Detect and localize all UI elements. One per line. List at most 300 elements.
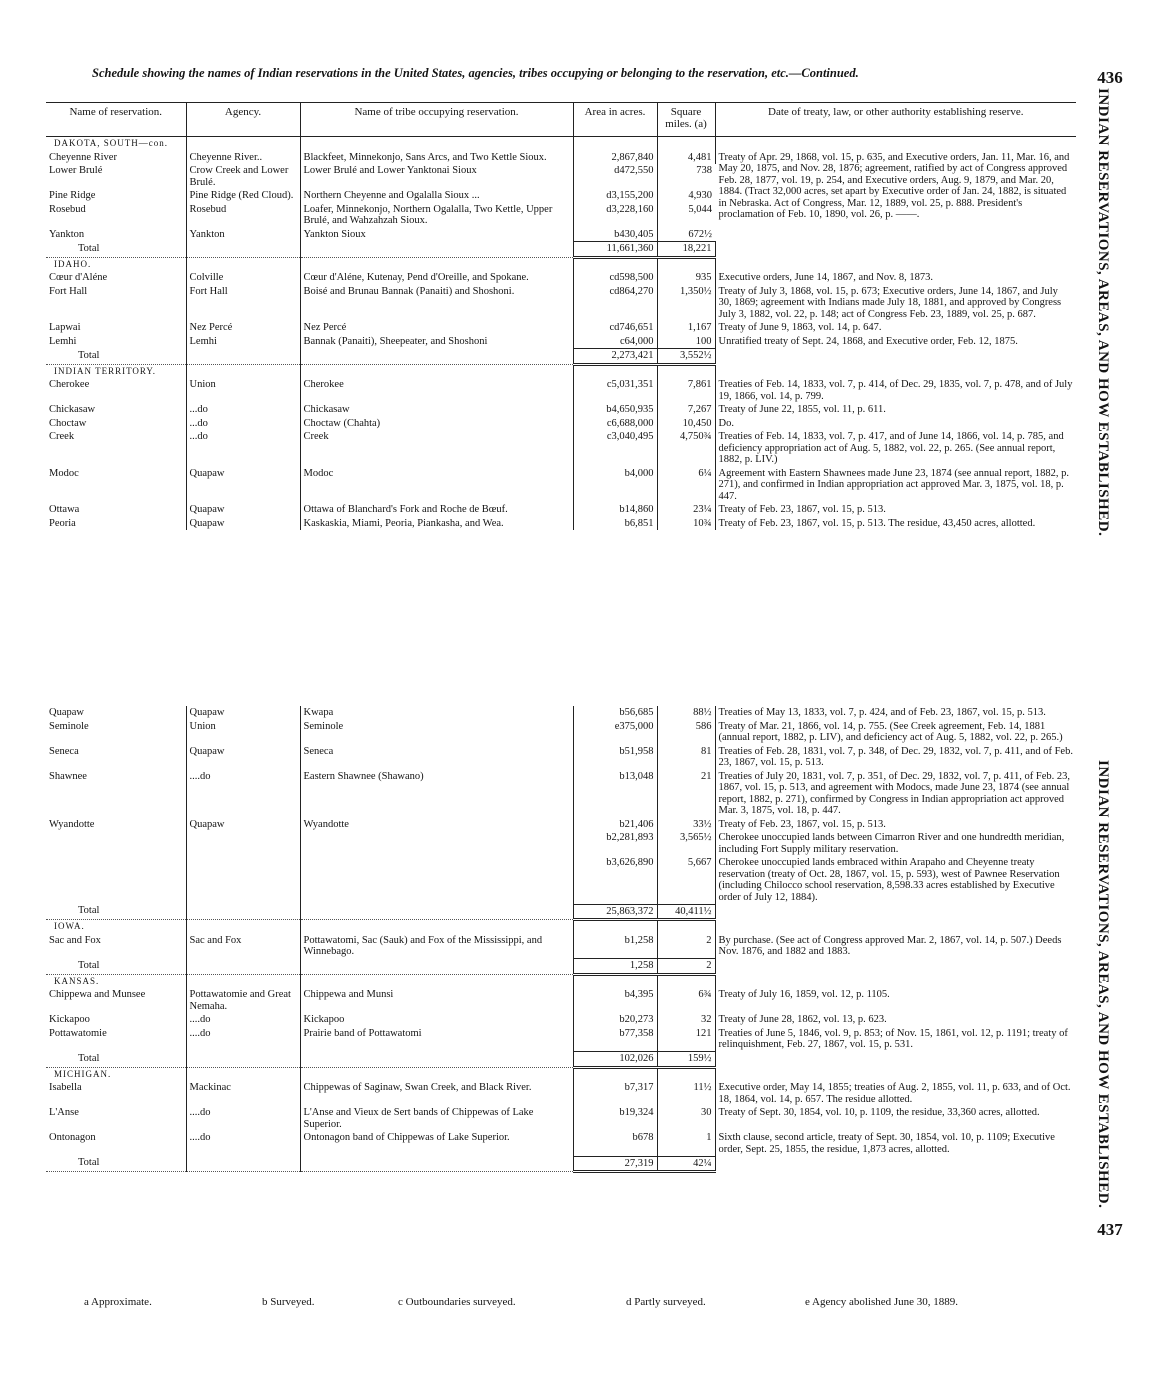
agency-name: Cheyenne River.. <box>186 151 300 165</box>
area-acres: b678 <box>573 1131 657 1156</box>
square-miles: 4,930 <box>688 190 712 201</box>
tribe-name: Creek <box>300 430 573 467</box>
reservation-name: Seneca <box>46 745 186 770</box>
table-row <box>46 1013 1076 1027</box>
table-row <box>46 467 1076 504</box>
square-miles: 81 <box>657 745 715 770</box>
table-row <box>46 770 1076 818</box>
reservation-name: Isabella <box>46 1081 186 1106</box>
agency-name: Pottawatomie and Great Nemaha. <box>186 988 300 1013</box>
agency-name: ....do <box>186 1013 300 1027</box>
page-number-right: 437 <box>1097 1220 1123 1240</box>
agency-name: Quapaw <box>186 745 300 770</box>
square-miles: 23¼ <box>657 503 715 517</box>
reservation-name: Lemhi <box>46 335 186 349</box>
reservation-name: Seminole <box>46 720 186 745</box>
table-row <box>46 271 1076 285</box>
agency-name: Colville <box>186 271 300 285</box>
reservation-name: Ontonagon <box>46 1131 186 1156</box>
section-heading-row <box>46 974 1076 988</box>
table-row <box>46 831 1076 856</box>
agency-name: ...do <box>186 417 300 431</box>
square-miles: 11½ <box>657 1081 715 1106</box>
total-square-miles: 18,221 <box>657 242 715 258</box>
square-miles: 88½ <box>657 706 715 720</box>
square-miles: 4,481 <box>657 151 715 165</box>
authority-text: Do. <box>718 417 734 429</box>
square-miles: 10,450 <box>657 417 715 431</box>
total-square-miles: 2 <box>657 959 715 975</box>
total-acres: 102,026 <box>573 1052 657 1068</box>
agency-name: ...do <box>186 430 300 467</box>
authority-text: Treaty of Feb. 23, 1867, vol. 15, p. 513. <box>718 504 886 515</box>
authority-text: Treaty of June 28, 1862, vol. 13, p. 623. <box>718 1014 887 1025</box>
column-header: Area in acres. <box>573 103 657 137</box>
reservation-name <box>46 856 186 904</box>
total-square-miles: 42¼ <box>657 1156 715 1172</box>
area-acres: cd864,270 <box>573 285 657 322</box>
table-row <box>46 417 1076 431</box>
empty-cell <box>657 920 715 934</box>
area-acres: c64,000 <box>573 335 657 349</box>
square-miles: 1,350½ <box>657 285 715 322</box>
total-row <box>46 959 1076 975</box>
empty-cell <box>715 349 1076 365</box>
agency-name: ....do <box>186 1106 300 1131</box>
running-head-right <box>1080 760 1140 1240</box>
reservation-name: Fort Hall <box>46 285 186 322</box>
section-heading-row <box>46 1067 1076 1081</box>
total-row <box>46 904 1076 920</box>
empty-cell <box>573 257 657 271</box>
tribe-name: Wyandotte <box>300 818 573 832</box>
reservation-name: Cœur d'Aléne <box>46 271 186 285</box>
area-acres: d3,228,160 <box>573 203 657 228</box>
empty-cell <box>300 1156 573 1172</box>
empty-cell <box>657 364 715 378</box>
reservation-name: Peoria <box>46 517 186 531</box>
empty-cell <box>715 904 1076 920</box>
tribe-name: Boisé and Brunau Bannak (Panaiti) and Shoshoni. <box>300 285 573 322</box>
table-row <box>46 1106 1076 1131</box>
total-label: Total <box>46 242 186 258</box>
empty-cell <box>573 137 657 151</box>
square-miles: 100 <box>657 335 715 349</box>
area-acres: b19,324 <box>573 1106 657 1131</box>
empty-cell <box>715 257 1076 271</box>
reservation-table-part1 <box>46 102 1076 530</box>
reservation-name: Kickapoo <box>46 1013 186 1027</box>
empty-cell <box>186 242 300 258</box>
empty-cell <box>300 242 573 258</box>
total-acres: 2,273,421 <box>573 349 657 365</box>
area-acres: c6,688,000 <box>573 417 657 431</box>
total-acres: 25,863,372 <box>573 904 657 920</box>
agency-name: Union <box>186 378 300 403</box>
section-heading: MICHIGAN. <box>46 1067 186 1081</box>
empty-cell <box>300 959 573 975</box>
table-row <box>46 430 1076 467</box>
empty-cell <box>715 959 1076 975</box>
empty-cell <box>715 974 1076 988</box>
reservation-name: Sac and Fox <box>46 934 186 959</box>
square-miles: 738 <box>696 165 712 176</box>
tribe-name <box>300 831 573 856</box>
authority-text: Cherokee unoccupied lands between Cimarron River and one hundredth meridian, including Fort Supply military reservation. <box>718 832 1065 855</box>
schedule-title: Schedule showing the names of Indian reservations in the United States, agencies, tribes occupying or belonging to the reservation, etc.—Continued. <box>92 66 859 80</box>
page-number-left: 436 <box>1097 68 1123 87</box>
square-miles: 121 <box>657 1027 715 1052</box>
area-acres: b430,405 <box>573 228 657 242</box>
footnote: c Outboundaries surveyed. <box>398 1296 516 1308</box>
authority-text: Treaty of Feb. 23, 1867, vol. 15, p. 513. <box>718 818 886 830</box>
running-head-text: INDIAN RESERVATIONS, AREAS, AND HOW ESTABLISHED. <box>1095 760 1111 1209</box>
reservation-name: Quapaw <box>46 706 186 720</box>
reservation-name: Lower Brulé <box>46 164 186 189</box>
empty-cell <box>715 364 1076 378</box>
reservation-name: Wyandotte <box>46 818 186 832</box>
square-miles: 7,861 <box>657 378 715 403</box>
square-miles: 1 <box>657 1131 715 1156</box>
section-heading: IDAHO. <box>46 257 186 271</box>
section-heading: DAKOTA, SOUTH—con. <box>46 137 186 151</box>
authority-text: Treaties of Feb. 14, 1833, vol. 7, p. 414, of Dec. 29, 1835, vol. 7, p. 478, and of July 19, 1866, vol. 14, p. 799. <box>718 379 1073 402</box>
empty-cell <box>300 904 573 920</box>
running-head-left <box>1080 68 1140 536</box>
empty-cell <box>186 920 300 934</box>
agency-name: ....do <box>186 770 300 818</box>
square-miles: 10¾ <box>657 517 715 531</box>
tribe-name: Kwapa <box>300 706 573 720</box>
tribe-name: Chickasaw <box>300 403 573 417</box>
reservation-name: Cherokee <box>46 378 186 403</box>
area-acres: b13,048 <box>573 770 657 818</box>
authority-text: Executive orders, June 14, 1867, and Nov. 8, 1873. <box>718 272 934 283</box>
area-acres: b4,395 <box>573 988 657 1013</box>
reservation-name: L'Anse <box>46 1106 186 1131</box>
footnote: e Agency abolished June 30, 1889. <box>805 1296 959 1308</box>
section-heading-row <box>46 920 1076 934</box>
tribe-name: L'Anse and Vieux de Sert bands of Chippewas of Lake Superior. <box>300 1106 573 1131</box>
tribe-name: Seneca <box>300 745 573 770</box>
empty-cell <box>300 1067 573 1081</box>
tribe-name: Pottawatomi, Sac (Sauk) and Fox of the Mississippi, and Winnebago. <box>300 934 573 959</box>
area-acres: cd746,651 <box>573 321 657 335</box>
area-acres: b4,650,935 <box>573 403 657 417</box>
area-acres: b1,258 <box>573 934 657 959</box>
agency-name: Quapaw <box>186 503 300 517</box>
empty-cell <box>657 257 715 271</box>
section-heading: IOWA. <box>46 920 186 934</box>
table-row <box>46 1081 1076 1106</box>
agency-name: Fort Hall <box>186 285 300 322</box>
area-acres: b3,626,890 <box>573 856 657 904</box>
empty-cell <box>186 349 300 365</box>
empty-cell <box>715 1052 1076 1068</box>
authority-text: By purchase. (See act of Congress approved Mar. 2, 1867, vol. 14, p. 507.) Deeds Nov. 1876, and 1882 and 1883. <box>718 934 1062 957</box>
empty-cell <box>657 137 715 151</box>
reservation-name: Pottawatomie <box>46 1027 186 1052</box>
agency-name: Quapaw <box>186 706 300 720</box>
reservation-name: Choctaw <box>46 417 186 431</box>
total-acres: 1,258 <box>573 959 657 975</box>
reservation-name: Creek <box>46 430 186 467</box>
agency-name: Quapaw <box>186 818 300 832</box>
empty-cell <box>300 137 573 151</box>
tribe-name: Blackfeet, Minnekonjo, Sans Arcs, and Two Kettle Sioux. <box>300 151 573 165</box>
empty-cell <box>300 349 573 365</box>
area-acres: 2,867,840 <box>573 151 657 165</box>
empty-cell <box>573 920 657 934</box>
agency-name: Crow Creek and Lower Brulé. <box>186 164 300 189</box>
empty-cell <box>186 974 300 988</box>
empty-cell <box>186 364 300 378</box>
section-heading-row <box>46 137 1076 151</box>
empty-cell <box>186 257 300 271</box>
agency-name <box>186 831 300 856</box>
empty-cell <box>715 137 1076 151</box>
authority-text: Treaty of July 3, 1868, vol. 15, p. 673; Executive orders, June 14, 1867, and July 30, 1869; agreement with Indians made July 18, 1881, and approved by Congress July 3, 1882, vol. 22, p. 148; act of Congress Feb. 23, 1889, vol. 25, p. 687. <box>718 285 1062 320</box>
agency-name: ....do <box>186 1027 300 1052</box>
area-acres: b56,685 <box>573 706 657 720</box>
tribe-name: Ontonagon band of Chippewas of Lake Superior. <box>300 1131 573 1156</box>
reservation-name: Shawnee <box>46 770 186 818</box>
total-row <box>46 349 1076 365</box>
tribe-name: Choctaw (Chahta) <box>300 417 573 431</box>
reservation-name: Rosebud <box>46 203 186 228</box>
area-acres: b2,281,893 <box>573 831 657 856</box>
footnote: a Approximate. <box>84 1296 152 1308</box>
authority-text: Treaty of June 9, 1863, vol. 14, p. 647. <box>718 322 882 333</box>
tribe-name: Nez Percé <box>300 321 573 335</box>
tribe-name: Eastern Shawnee (Shawano) <box>300 770 573 818</box>
footnote: d Partly surveyed. <box>626 1296 706 1308</box>
tribe-name: Lower Brulé and Lower Yanktonai Sioux <box>300 164 573 189</box>
total-square-miles: 40,411½ <box>657 904 715 920</box>
tribe-name: Kaskaskia, Miami, Peoria, Piankasha, and Wea. <box>300 517 573 531</box>
reservation-name: Lapwai <box>46 321 186 335</box>
tribe-name: Yankton Sioux <box>300 228 573 242</box>
table-row <box>46 934 1076 959</box>
empty-cell <box>186 137 300 151</box>
table-row <box>46 285 1076 322</box>
area-acres: d3,155,200 <box>573 189 657 203</box>
table-row <box>46 1027 1076 1052</box>
square-miles: 6¼ <box>657 467 715 504</box>
total-label: Total <box>46 349 186 365</box>
reservation-table-part2 <box>46 706 1076 1173</box>
empty-cell <box>186 1067 300 1081</box>
agency-name: ...do <box>186 403 300 417</box>
table-row <box>46 706 1076 720</box>
authority-text: Executive order, May 14, 1855; treaties of Aug. 2, 1855, vol. 11, p. 633, and of Oct. 18, 1864, vol. 14, p. 657. The residue allotted. <box>718 1082 1071 1105</box>
empty-cell <box>186 959 300 975</box>
tribe-name: Ottawa of Blanchard's Fork and Roche de Bœuf. <box>300 503 573 517</box>
column-header: Square miles. (a) <box>657 103 715 137</box>
agency-name: Quapaw <box>186 467 300 504</box>
empty-cell <box>657 974 715 988</box>
authority-text: Cherokee unoccupied lands embraced within Arapaho and Cheyenne treaty reservation (treaty of Oct. 28, 1867, vol. 15, p. 593), west of Pawnee Reservation (including Chilocco school reservation, 8,598.33 acres established by Executive order of July 12, 1884). <box>718 857 1060 903</box>
agency-name: Quapaw <box>186 517 300 531</box>
tribe-name <box>300 856 573 904</box>
square-miles: 672½ <box>688 228 712 240</box>
tribe-name: Prairie band of Pottawatomi <box>300 1027 573 1052</box>
table-row <box>46 335 1076 349</box>
table-header-row <box>46 103 1076 137</box>
tribe-name: Loafer, Minnekonjo, Northern Ogalalla, Two Kettle, Upper Brulé, and Wahzahzah Sioux. <box>300 203 573 228</box>
authority-text: Unratified treaty of Sept. 24, 1868, and Executive order, Feb. 12, 1875. <box>718 335 1018 347</box>
area-acres: b7,317 <box>573 1081 657 1106</box>
square-miles: 2 <box>657 934 715 959</box>
column-header: Date of treaty, law, or other authority establishing reserve. <box>715 103 1076 137</box>
section-heading: KANSAS. <box>46 974 186 988</box>
authority-text: Treaties of July 20, 1831, vol. 7, p. 351, of Dec. 29, 1832, vol. 7, p. 411, of Feb. 23, 1867, vol. 15, p. 513, and agreement with Modocs, made June 23, 1874 (see annual report, 1882, p. 271), confirmed by Congress in Indian appropriation act approved Mar. 3, 1875, vol. 18, p. 447. <box>718 770 1071 816</box>
empty-cell <box>715 1156 1076 1172</box>
total-label: Total <box>46 959 186 975</box>
area-acres: b6,851 <box>573 517 657 531</box>
total-label: Total <box>46 1156 186 1172</box>
square-miles: 586 <box>657 720 715 745</box>
reservation-name <box>46 831 186 856</box>
square-miles: 4,750¾ <box>657 430 715 467</box>
authority-text: Treaties of May 13, 1833, vol. 7, p. 424, and of Feb. 23, 1867, vol. 15, p. 513. <box>718 707 1046 718</box>
table-row <box>46 321 1076 335</box>
authority-text: Agreement with Eastern Shawnees made June 23, 1874 (see annual report, 1882, p. 271), and confirmed in Indian appropriation act approved Mar. 3, 1875, vol. 18, p. 447. <box>718 467 1069 502</box>
tribe-name: Bannak (Panaiti), Sheepeater, and Shoshoni <box>300 335 573 349</box>
empty-cell <box>300 920 573 934</box>
square-miles: 5,667 <box>657 856 715 904</box>
total-label: Total <box>46 904 186 920</box>
table-row <box>46 720 1076 745</box>
area-acres: d472,550 <box>573 164 657 189</box>
empty-cell <box>715 242 1076 258</box>
agency-name: Yankton <box>186 228 300 242</box>
square-miles: 6¾ <box>657 988 715 1013</box>
total-label: Total <box>46 1052 186 1068</box>
table-row <box>46 151 1076 165</box>
area-acres: e375,000 <box>573 720 657 745</box>
authority-text: Treaty of Apr. 29, 1868, vol. 15, p. 635, and Executive orders, Jan. 11, Mar. 16, and May 20, 1875, and Nov. 28, 1876; agreement, ratified by act of Congress approved Feb. 28, 1877, vol. 19, p. 254, and Executive orders, Aug. 9, 1879, and Mar. 20, 1884. (Tract 32,000 acres, set apart by Executive order of Jan. 24, 1882, is situated in Nebraska. Act of Congress, Mar. 12, 1889, vol. 25, p. 888. President's proclamation of Feb. 10, 1890, vol. 26, p. ——. <box>718 151 1070 220</box>
column-header: Agency. <box>186 103 300 137</box>
authority-text: Sixth clause, second article, treaty of Sept. 30, 1854, vol. 10, p. 1109; Executive order, Sept. 25, 1855, the residue, 1,873 acres, allotted. <box>718 1132 1055 1155</box>
authority-text: Treaty of July 16, 1859, vol. 12, p. 1105. <box>718 989 890 1000</box>
table-row <box>46 403 1076 417</box>
section-heading-row <box>46 364 1076 378</box>
total-row <box>46 1052 1076 1068</box>
area-acres: b14,860 <box>573 503 657 517</box>
square-miles: 32 <box>657 1013 715 1027</box>
square-miles: 21 <box>657 770 715 818</box>
area-acres: c5,031,351 <box>573 378 657 403</box>
square-miles: 1,167 <box>657 321 715 335</box>
column-header: Name of tribe occupying reservation. <box>300 103 573 137</box>
agency-name: Union <box>186 720 300 745</box>
table-row <box>46 988 1076 1013</box>
tribe-name: Seminole <box>300 720 573 745</box>
tribe-name: Chippewa and Munsi <box>300 988 573 1013</box>
tribe-name: Chippewas of Saginaw, Swan Creek, and Black River. <box>300 1081 573 1106</box>
area-acres: b20,273 <box>573 1013 657 1027</box>
empty-cell <box>715 1067 1076 1081</box>
total-square-miles: 159½ <box>657 1052 715 1068</box>
empty-cell <box>186 1156 300 1172</box>
square-miles: 5,044 <box>688 203 712 215</box>
section-heading-row <box>46 257 1076 271</box>
authority-text: Treaties of June 5, 1846, vol. 9, p. 853; of Nov. 15, 1861, vol. 12, p. 1191; treaty of relinquishment, Feb. 27, 1867, vol. 15, p. 531. <box>718 1027 1068 1050</box>
reservation-name: Chickasaw <box>46 403 186 417</box>
table-row <box>46 378 1076 403</box>
table-row <box>46 856 1076 904</box>
agency-name: Pine Ridge (Red Cloud). <box>186 189 300 203</box>
agency-name: Sac and Fox <box>186 934 300 959</box>
tribe-name: Cherokee <box>300 378 573 403</box>
empty-cell <box>300 1052 573 1068</box>
square-miles: 33½ <box>657 818 715 832</box>
reservation-name: Modoc <box>46 467 186 504</box>
empty-cell <box>186 904 300 920</box>
square-miles: 935 <box>657 271 715 285</box>
empty-cell <box>573 974 657 988</box>
footnote: b Surveyed. <box>262 1296 315 1308</box>
reservation-name: Ottawa <box>46 503 186 517</box>
authority-text: Treaty of Mar. 21, 1866, vol. 14, p. 755. (See Creek agreement, Feb. 14, 1881 (annual report, 1882, p. LIV), and deficiency act of Aug. 5, 1882, vol. 22, p. 265.) <box>718 720 1063 743</box>
reservation-name: Yankton <box>46 228 186 242</box>
total-row <box>46 242 1076 258</box>
authority-text: Treaty of Feb. 23, 1867, vol. 15, p. 513. The residue, 43,450 acres, allotted. <box>718 517 1036 529</box>
tribe-name: Northern Cheyenne and Ogalalla Sioux ... <box>300 189 573 203</box>
authority-text: Treaty of Sept. 30, 1854, vol. 10, p. 1109, the residue, 33,360 acres, allotted. <box>718 1107 1040 1118</box>
authority-text: Treaties of Feb. 14, 1833, vol. 7, p. 417, and of June 14, 1866, vol. 14, p. 785, and deficiency appropriation act of Aug. 5, 1882, vol. 22, p. 265. (See annual report, 1882, p. LIV.) <box>718 431 1064 465</box>
total-acres: 27,319 <box>573 1156 657 1172</box>
authority-text: Treaties of Feb. 28, 1831, vol. 7, p. 348, of Dec. 29, 1832, vol. 7, p. 411, and of Feb. 23, 1867, vol. 15, p. 513. <box>718 745 1073 768</box>
section-heading: INDIAN TERRITORY. <box>46 364 186 378</box>
tribe-name: Modoc <box>300 467 573 504</box>
square-miles: 7,267 <box>657 403 715 417</box>
reservation-name: Cheyenne River <box>46 151 186 165</box>
area-acres: b77,358 <box>573 1027 657 1052</box>
tribe-name: Cœur d'Aléne, Kutenay, Pend d'Oreille, and Spokane. <box>300 271 573 285</box>
authority-text: Treaty of June 22, 1855, vol. 11, p. 611. <box>718 404 886 415</box>
empty-cell <box>573 1067 657 1081</box>
total-square-miles: 3,552½ <box>657 349 715 365</box>
column-header: Name of reservation. <box>46 103 186 137</box>
empty-cell <box>300 364 573 378</box>
agency-name <box>186 856 300 904</box>
area-acres: c3,040,495 <box>573 430 657 467</box>
table-row <box>46 503 1076 517</box>
reservation-name: Chippewa and Munsee <box>46 988 186 1013</box>
table-row <box>46 745 1076 770</box>
area-acres: b21,406 <box>573 818 657 832</box>
agency-name: Mackinac <box>186 1081 300 1106</box>
reservation-name: Pine Ridge <box>46 189 186 203</box>
table-row <box>46 1131 1076 1156</box>
empty-cell <box>715 920 1076 934</box>
area-acres: b4,000 <box>573 467 657 504</box>
running-head-text: INDIAN RESERVATIONS, AREAS, AND HOW ESTABLISHED. <box>1095 88 1111 537</box>
empty-cell <box>300 974 573 988</box>
tribe-name: Kickapoo <box>300 1013 573 1027</box>
agency-name: Lemhi <box>186 335 300 349</box>
total-row <box>46 1156 1076 1172</box>
empty-cell <box>573 364 657 378</box>
agency-name: Nez Percé <box>186 321 300 335</box>
agency-name: ....do <box>186 1131 300 1156</box>
empty-cell <box>657 1067 715 1081</box>
square-miles: 30 <box>657 1106 715 1131</box>
table-row <box>46 818 1076 832</box>
total-acres: 11,661,360 <box>573 242 657 258</box>
